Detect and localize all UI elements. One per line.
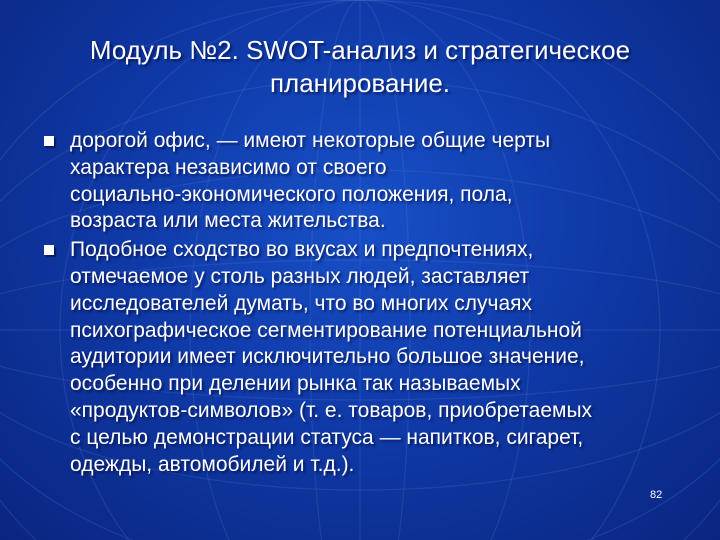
bullet-1-line-1: дорогой офис, — имеют некоторые общие черты [70,129,551,152]
bullet-2-line-2: отмечаемое у столь разных людей, заставляет [70,264,530,288]
square-bullet-icon [44,245,54,255]
bullet-2-line-3: исследователей думать, что во многих случаях [70,291,532,315]
slide-title-line-1: Модуль №2. SWOT-анализ и стратегическое [89,35,631,65]
bullet-2-line-4: психографическое сегментирование потенциальной [70,318,582,342]
bullet-1-line-2: характера независимо от своего [70,155,387,179]
bullet-item-1 [38,128,678,235]
page-number: 82 [650,489,663,501]
bullet-1-line-3: социально-экономического положения, пола, [70,182,513,206]
slide-title-line-2: планирование. [269,68,451,98]
bullet-2-line-6: особенно при делении рынка так называемых [70,372,521,396]
bullet-2-line-8: с целью демонстрации статуса — напитков, сигарет, [70,425,584,449]
bullet-2-line-1: Подобное сходство во вкусах и предпочтениях, [70,238,534,262]
bullet-2-line-9: одежды, автомобилей и т.д.). [70,452,355,476]
square-bullet-icon [44,136,54,146]
bullet-2-line-5: аудитории имеет исключительно большое значение, [70,345,585,369]
bullet-1-line-4: возраста или места жительства. [70,209,386,233]
slide-title [40,34,680,100]
bullet-list [38,128,678,480]
bullet-2-line-7: «продуктов-символов» (т. е. товаров, приобретаемых [70,398,593,422]
bullet-item-2 [38,237,678,478]
